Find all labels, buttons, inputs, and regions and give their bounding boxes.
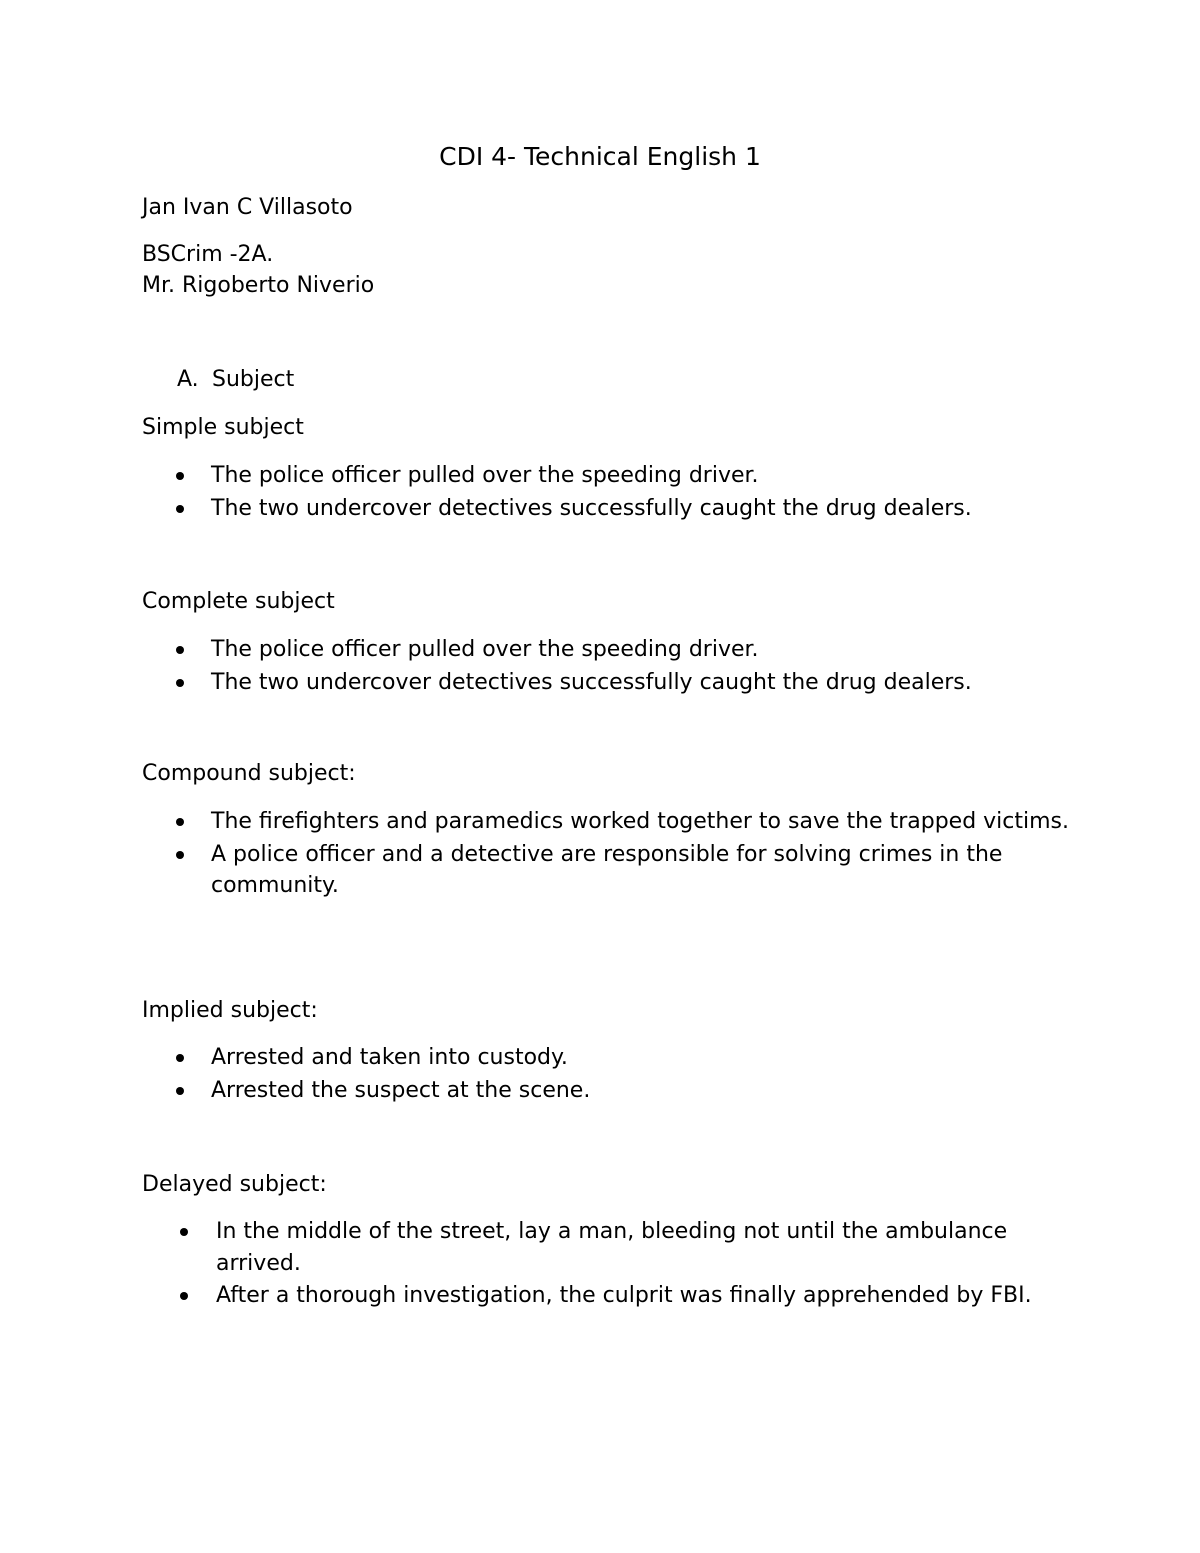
bullet-icon bbox=[176, 679, 184, 687]
list-item: The firefighters and paramedics worked together to save the trapped victims. bbox=[0, 806, 1071, 838]
author-name: Jan Ivan C Villasoto bbox=[142, 195, 353, 220]
section-heading-implied-subject: Implied subject: bbox=[142, 998, 318, 1023]
bullet-list-implied-subject bbox=[0, 1042, 1071, 1106]
list-item: The police officer pulled over the speeding driver. bbox=[0, 460, 1071, 492]
bullet-icon bbox=[176, 1087, 184, 1095]
section-heading-simple-subject: Simple subject bbox=[142, 415, 304, 440]
bullet-list-complete-subject bbox=[0, 634, 1071, 698]
topic-letter: A. bbox=[177, 367, 199, 392]
list-item: The two undercover detectives successfully caught the drug dealers. bbox=[0, 667, 1071, 699]
instructor-name: Mr. Rigoberto Niverio bbox=[142, 273, 375, 298]
list-item: A police officer and a detective are responsible for solving crimes in the community. bbox=[0, 839, 1071, 902]
topic-heading bbox=[177, 365, 294, 395]
bullet-list-delayed-subject bbox=[0, 1216, 1066, 1312]
bullet-list-simple-subject bbox=[0, 460, 1071, 524]
list-item: The two undercover detectives successfully caught the drug dealers. bbox=[0, 493, 1071, 525]
topic-title: Subject bbox=[212, 367, 295, 392]
list-item: Arrested the suspect at the scene. bbox=[0, 1075, 1071, 1107]
section-heading-delayed-subject: Delayed subject: bbox=[142, 1172, 327, 1197]
bullet-icon bbox=[180, 1228, 188, 1236]
bullet-icon bbox=[176, 1054, 184, 1062]
bullet-icon bbox=[176, 472, 184, 480]
list-item: Arrested and taken into custody. bbox=[0, 1042, 1071, 1074]
bullet-icon bbox=[176, 851, 184, 859]
bullet-icon bbox=[176, 505, 184, 513]
section-heading-compound-subject: Compound subject: bbox=[142, 761, 356, 786]
bullet-icon bbox=[176, 818, 184, 826]
bullet-icon bbox=[176, 646, 184, 654]
list-item: After a thorough investigation, the culprit was finally apprehended by FBI. bbox=[0, 1280, 1066, 1312]
section-heading-complete-subject: Complete subject bbox=[142, 589, 335, 614]
bullet-icon bbox=[180, 1292, 188, 1300]
list-item: The police officer pulled over the speeding driver. bbox=[0, 634, 1071, 666]
class-section: BSCrim -2A. bbox=[142, 242, 274, 267]
bullet-list-compound-subject bbox=[0, 806, 1071, 902]
list-item: In the middle of the street, lay a man, bleeding not until the ambulance arrived. bbox=[0, 1216, 1066, 1279]
document-title: CDI 4- Technical English 1 bbox=[439, 142, 761, 171]
